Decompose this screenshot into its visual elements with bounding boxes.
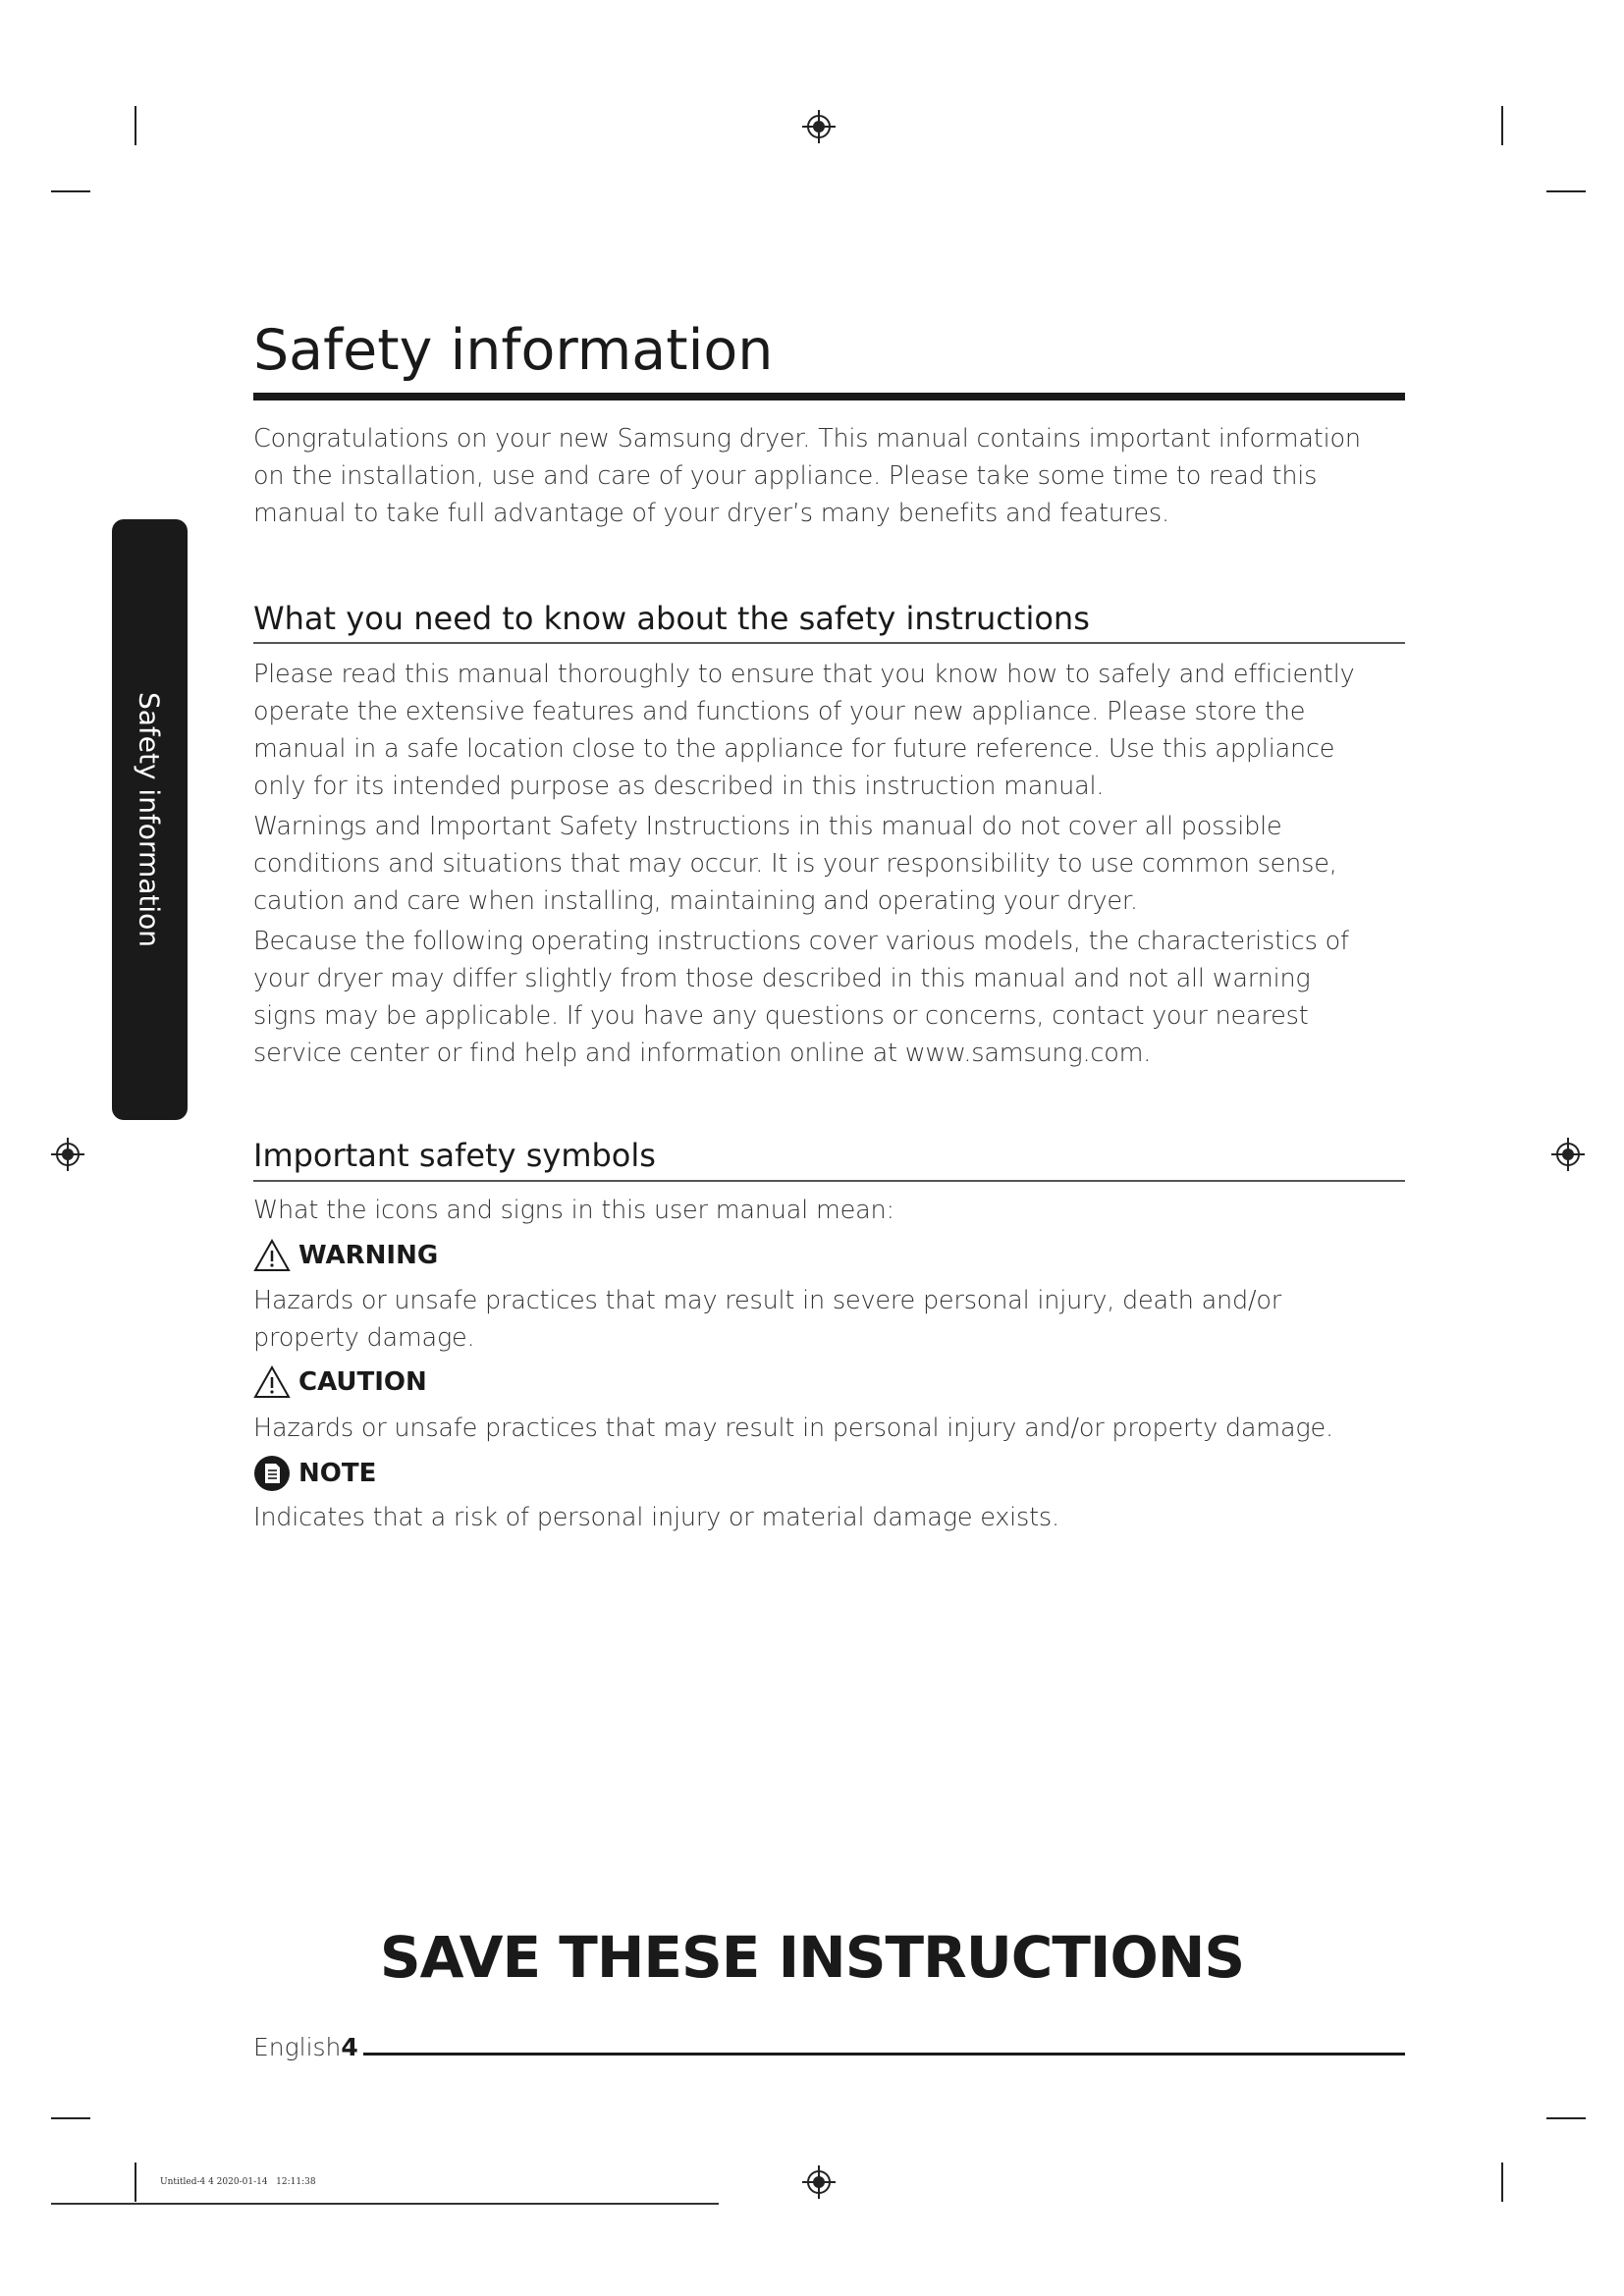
print-info: Untitled-4 4 2020-01-14 12:11:38 (160, 2177, 316, 2187)
instructions-line: service center or find help and information online at www.samsung.com. (253, 1039, 1152, 1068)
page-title: Safety information (253, 318, 774, 383)
side-tab-label: Safety information (133, 691, 166, 948)
crop-mark (51, 190, 90, 192)
caution-triangle-icon (253, 1365, 291, 1399)
warning-label: WARNING (298, 1241, 439, 1270)
caution-line: Hazards or unsafe practices that may result in personal injury and/or property damage. (253, 1414, 1333, 1443)
footer-language: English (253, 2033, 342, 2061)
instructions-line: caution and care when installing, maintaining and operating your dryer. (253, 886, 1138, 916)
footer-page-number: 4 (341, 2033, 358, 2061)
note-label: NOTE (298, 1459, 377, 1488)
caution-description (253, 1410, 1432, 1447)
symbols-intro: What the icons and signs in this user manual mean: (253, 1196, 894, 1225)
registration-mark-icon (1551, 1138, 1585, 1171)
section-heading-instructions: What you need to know about the safety instructions (253, 600, 1090, 637)
instructions-line: your dryer may differ slightly from those described in this manual and not all warning (253, 964, 1311, 993)
bottom-line (51, 2203, 719, 2205)
note-line: Indicates that a risk of personal injury or material damage exists. (253, 1503, 1059, 1532)
registration-mark-icon (802, 110, 836, 143)
crop-mark (1501, 2163, 1503, 2202)
caution-label: CAUTION (298, 1367, 427, 1397)
note-description (253, 1499, 1432, 1536)
instructions-line: manual in a safe location close to the appliance for future reference. Use this appliance (253, 734, 1335, 764)
section-heading-symbols: Important safety symbols (253, 1137, 656, 1174)
instructions-line: signs may be applicable. If you have any questions or concerns, contact your nearest (253, 1001, 1309, 1031)
crop-mark (1501, 106, 1503, 145)
caution-row (253, 1365, 427, 1399)
warning-description (253, 1282, 1432, 1357)
instructions-line: Warnings and Important Safety Instructions in this manual do not cover all possible (253, 812, 1282, 841)
instructions-line: operate the extensive features and functions of your new appliance. Please store the (253, 697, 1306, 726)
warning-triangle-icon (253, 1239, 291, 1272)
intro-paragraph (253, 420, 1432, 532)
crop-mark (1546, 2117, 1586, 2119)
intro-line: Congratulations on your new Samsung dryer. This manual contains important information (253, 424, 1361, 454)
crop-mark (135, 106, 136, 145)
footer-rule (363, 2053, 1405, 2056)
intro-line: manual to take full advantage of your dryer’s many benefits and features. (253, 499, 1169, 528)
warning-line: property damage. (253, 1323, 475, 1353)
instructions-line: Because the following operating instructions cover various models, the characteristics of (253, 927, 1349, 956)
crop-mark (51, 2117, 90, 2119)
instructions-line: only for its intended purpose as described in this instruction manual. (253, 772, 1105, 801)
registration-mark-icon (802, 2165, 836, 2199)
note-row (253, 1455, 376, 1492)
section-rule (253, 642, 1405, 644)
intro-line: on the installation, use and care of your appliance. Please take some time to read this (253, 461, 1318, 491)
crop-mark (135, 2163, 136, 2202)
registration-mark-icon (51, 1138, 84, 1171)
crop-mark (1546, 190, 1586, 192)
instructions-line: conditions and situations that may occur. It is your responsibility to use common sense, (253, 849, 1337, 879)
instructions-paragraph (253, 656, 1432, 1072)
title-rule (253, 393, 1405, 400)
note-icon (253, 1455, 291, 1492)
footer-page-label (253, 2033, 358, 2061)
section-rule (253, 1180, 1405, 1182)
save-instructions-title: SAVE THESE INSTRUCTIONS (379, 1924, 1245, 1991)
warning-row (253, 1239, 438, 1272)
warning-line: Hazards or unsafe practices that may result in severe personal injury, death and/or (253, 1286, 1282, 1315)
instructions-line: Please read this manual thoroughly to ensure that you know how to safely and efficiently (253, 660, 1355, 689)
